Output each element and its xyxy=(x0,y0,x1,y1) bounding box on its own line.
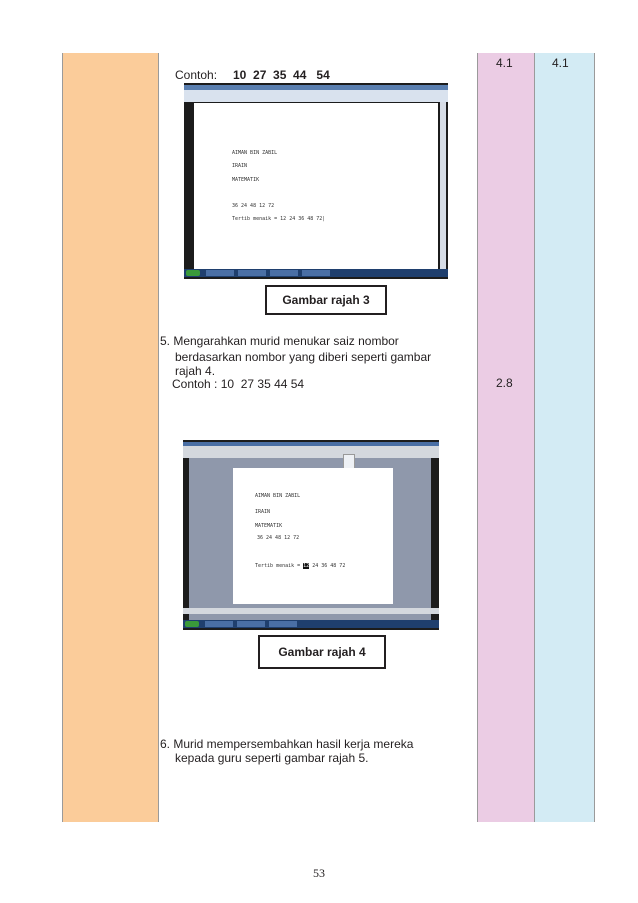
ribbon-toolbar xyxy=(184,90,448,102)
step5-line3: rajah 4. xyxy=(175,364,216,378)
doc-line: MATEMATIK xyxy=(255,523,283,529)
doc-line-suffix: 24 36 48 72 xyxy=(309,563,346,569)
step5-line1: 5. Mengarahkan murid menukar saiz nombor xyxy=(160,334,399,348)
table-column-1 xyxy=(62,53,158,822)
column-divider xyxy=(62,53,63,822)
task-item xyxy=(238,270,266,276)
col3-value-1: 4.1 xyxy=(496,56,513,70)
doc-line: MATEMATIK xyxy=(232,177,260,183)
figure-caption-3: Gambar rajah 3 xyxy=(265,285,387,315)
page-number: 53 xyxy=(313,866,325,880)
doc-line: 36 24 48 12 72 xyxy=(232,203,275,209)
screenshot-figure-3 xyxy=(184,83,448,279)
document-page xyxy=(233,468,393,604)
step6-line1: 6. Murid mempersembahkan hasil kerja mereka xyxy=(160,737,414,751)
step6-line2: kepada guru seperti gambar rajah 5. xyxy=(175,751,369,765)
task-item xyxy=(237,621,265,627)
doc-line: 36 24 48 12 72 xyxy=(257,535,300,541)
highlighted-number: 12 xyxy=(303,563,310,569)
taskbar xyxy=(183,620,439,628)
scrollbar xyxy=(440,102,446,269)
task-item xyxy=(205,621,233,627)
start-button xyxy=(185,621,199,627)
taskbar xyxy=(184,269,448,277)
doc-line: AIMAN BIN ZABIL xyxy=(232,150,278,156)
column-divider xyxy=(594,53,595,822)
task-item xyxy=(206,270,234,276)
document-page xyxy=(194,103,438,269)
example-label: Contoh: xyxy=(175,68,218,82)
task-item xyxy=(302,270,330,276)
doc-line: Tertib menaik = 12 24 36 48 72| xyxy=(232,216,326,222)
drawing-toolbar xyxy=(183,608,439,614)
menu-toolbar xyxy=(183,446,439,458)
table-column-3 xyxy=(477,53,534,822)
start-button xyxy=(186,270,200,276)
doc-line xyxy=(255,563,345,569)
example-numbers: 10 27 35 44 54 xyxy=(233,68,330,82)
doc-line: IRAIN xyxy=(255,509,271,515)
doc-line-prefix: Tertib menaik = xyxy=(255,563,304,569)
table-column-4 xyxy=(534,53,594,822)
column-divider xyxy=(158,53,159,822)
col4-value-1: 4.1 xyxy=(552,56,569,70)
step5-example: Contoh : 10 27 35 44 54 xyxy=(172,377,305,391)
task-item xyxy=(269,621,297,627)
screenshot-figure-4 xyxy=(183,440,439,630)
step5-line2: berdasarkan nombor yang diberi seperti gambar xyxy=(175,350,432,364)
doc-line: IRAIN xyxy=(232,163,248,169)
task-item xyxy=(270,270,298,276)
doc-line: AIMAN BIN ZABIL xyxy=(255,493,301,499)
col3-value-2: 2.8 xyxy=(496,376,513,390)
column-divider xyxy=(477,53,478,822)
column-divider xyxy=(534,53,535,822)
figure-caption-4: Gambar rajah 4 xyxy=(258,635,386,669)
